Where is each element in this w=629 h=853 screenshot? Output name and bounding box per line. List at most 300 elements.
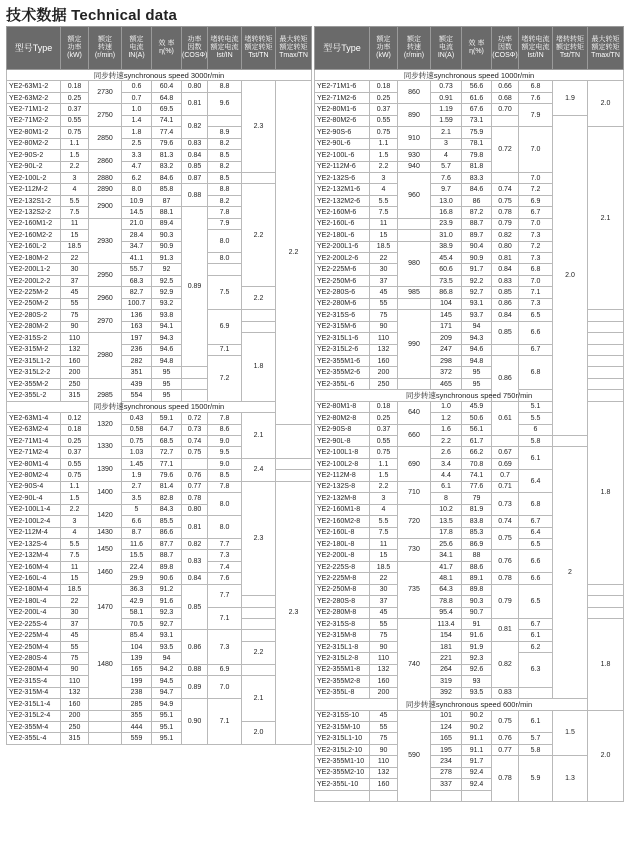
cell-max-torque-ratio — [588, 321, 624, 332]
cell-model: YE2-112M-2 — [7, 184, 61, 195]
cell-current: 3.4 — [431, 458, 462, 469]
table-row — [315, 756, 624, 767]
cell-power: 15 — [61, 230, 89, 241]
header-line: 效 率 — [468, 40, 485, 47]
cell-power: 0.55 — [61, 115, 89, 126]
table-row — [7, 664, 312, 675]
cell-model: YE2-100L1-8 — [315, 447, 370, 458]
cell-power: 0.75 — [61, 470, 89, 481]
cell-efficiency: 94.7 — [152, 687, 182, 698]
header-line: (COSΦ) — [492, 52, 518, 59]
cell-power-factor: 0.85 — [182, 584, 208, 630]
cell-speed: 940 — [398, 161, 431, 172]
cell-locked-current-ratio: 7.6 — [208, 573, 242, 584]
cell-efficiency: 93.2 — [152, 298, 182, 309]
cell-locked-current-ratio: 7.3 — [208, 550, 242, 561]
cell-power: 2.2 — [61, 504, 89, 515]
cell-current — [431, 790, 462, 801]
cell-model: YE2-160L-2 — [7, 241, 61, 252]
cell-power: 0.25 — [370, 92, 398, 103]
table-row — [7, 413, 312, 424]
cell-efficiency: 59.1 — [152, 413, 182, 424]
cell-speed — [398, 298, 431, 309]
cell-model: YE2-180M-2 — [7, 253, 61, 264]
cell-model: YE2-355M2-10 — [315, 767, 370, 778]
cell-max-torque-ratio — [588, 310, 624, 321]
cell-model: YE2-280S-8 — [315, 596, 370, 607]
cell-efficiency: 92.6 — [462, 664, 492, 675]
cell-model: YE2-200L-4 — [7, 607, 61, 618]
cell-efficiency: 90.9 — [152, 241, 182, 252]
cell-locked-current-ratio: 7.1 — [208, 699, 242, 745]
cell-locked-current-ratio: 6.3 — [519, 653, 553, 687]
cell-locked-current-ratio: 5.9 — [519, 756, 553, 802]
header-line: (kW) — [67, 52, 82, 59]
cell-power: 11 — [370, 538, 398, 549]
cell-efficiency: 88 — [462, 550, 492, 561]
cell-speed: 1450 — [89, 538, 122, 561]
cell-current: 124 — [431, 721, 462, 732]
header-line: 效 率 — [158, 40, 175, 47]
cell-power: 0.75 — [370, 447, 398, 458]
cell-efficiency: 74.1 — [462, 470, 492, 481]
cell-efficiency: 83.3 — [462, 172, 492, 183]
cell-locked-torque-ratio — [242, 619, 276, 630]
cell-efficiency: 88.7 — [462, 218, 492, 229]
cell-efficiency: 95 — [462, 378, 492, 389]
header-line: 额定 — [376, 36, 391, 43]
cell-model: YE2-180L-4 — [7, 596, 61, 607]
cell-model: YE2-112M-8 — [315, 470, 370, 481]
cell-speed: 1430 — [89, 527, 122, 538]
cell-current: 444 — [122, 721, 152, 732]
cell-current: 234 — [431, 756, 462, 767]
cell-speed: 860 — [398, 81, 431, 104]
cell-model: YE2-71M1-6 — [315, 81, 370, 92]
cell-power: 0.25 — [370, 413, 398, 424]
cell-efficiency: 89.8 — [152, 561, 182, 572]
cell-current: 145 — [431, 310, 462, 321]
table-header-row — [315, 27, 624, 70]
technical-data-table-right — [314, 26, 624, 802]
cell-model: YE2-315S-10 — [315, 710, 370, 721]
cell-locked-torque-ratio: 1.9 — [553, 81, 588, 115]
header-line: 电流 — [439, 44, 453, 51]
cell-model: YE2-200L-8 — [315, 550, 370, 561]
cell-power: 22 — [370, 573, 398, 584]
cell-efficiency: 91.9 — [462, 641, 492, 652]
cell-locked-current-ratio: 6 — [519, 424, 553, 435]
cell-model: YE2-90L-4 — [7, 493, 61, 504]
header-efficiency — [152, 27, 182, 70]
cell-speed — [398, 378, 431, 389]
cell-efficiency: 91.2 — [152, 584, 182, 595]
cell-speed: 710 — [398, 481, 431, 504]
cell-power-factor: 0.79 — [492, 218, 519, 229]
cell-speed: 2970 — [89, 310, 122, 333]
cell-speed: 960 — [398, 172, 431, 218]
cell-speed: 2960 — [89, 287, 122, 310]
page-title: 技术数据 Technical data — [6, 7, 178, 24]
cell-power: 5.5 — [370, 195, 398, 206]
header-locked-current-ratio — [519, 27, 553, 70]
cell-model: YE2-355L-10 — [315, 779, 370, 790]
cell-power-factor: 0.78 — [492, 756, 519, 802]
cell-current: 4.4 — [431, 470, 462, 481]
cell-current: 337 — [431, 779, 462, 790]
cell-model: YE2-90L-2 — [7, 161, 61, 172]
cell-power: 0.55 — [61, 458, 89, 469]
cell-model: YE2-225M-4 — [7, 630, 61, 641]
cell-model: YE2-160M2-8 — [315, 516, 370, 527]
header-line: η(%) — [469, 48, 484, 55]
cell-power: 55 — [61, 641, 89, 652]
cell-efficiency: 89.8 — [462, 584, 492, 595]
cell-current: 16.8 — [431, 207, 462, 218]
cell-current: 1.03 — [122, 447, 152, 458]
cell-locked-current-ratio: 7.5 — [208, 275, 242, 309]
cell-current: 6.6 — [122, 516, 152, 527]
cell-power: 22 — [61, 253, 89, 264]
table-row — [7, 607, 312, 618]
cell-power: 55 — [370, 721, 398, 732]
cell-model: YE2-225S-8 — [315, 561, 370, 572]
cell-power: 0.18 — [61, 424, 89, 435]
cell-speed: 640 — [398, 401, 431, 424]
cell-locked-current-ratio: 7.3 — [519, 253, 553, 264]
section-heading-row — [315, 70, 624, 81]
cell-model: YE2-132S1-2 — [7, 195, 61, 206]
header-power — [370, 27, 398, 70]
cell-model: YE2-315S-8 — [315, 619, 370, 630]
cell-power: 11 — [370, 218, 398, 229]
cell-locked-current-ratio: 6.8 — [519, 355, 553, 389]
cell-power: 0.37 — [370, 104, 398, 115]
cell-model: YE2-132M-4 — [7, 550, 61, 561]
cell-efficiency: 79.8 — [462, 150, 492, 161]
cell-power-factor: 0.89 — [182, 207, 208, 367]
cell-current: 21.0 — [122, 218, 152, 229]
table-row — [7, 641, 312, 652]
cell-power: 200 — [61, 367, 89, 378]
cell-locked-torque-ratio — [242, 664, 276, 675]
cell-power-factor: 0.72 — [182, 413, 208, 424]
cell-current: 5 — [122, 504, 152, 515]
cell-efficiency: 86.6 — [152, 527, 182, 538]
header-max-torque-ratio — [276, 27, 312, 70]
cell-current: 41.7 — [431, 561, 462, 572]
cell-locked-current-ratio: 6.5 — [519, 538, 553, 549]
cell-power: 15 — [370, 550, 398, 561]
cell-power: 1.1 — [370, 458, 398, 469]
cell-power-factor: 0.61 — [492, 401, 519, 435]
cell-model: YE2-315L2-6 — [315, 344, 370, 355]
cell-efficiency: 86 — [462, 195, 492, 206]
cell-current: 282 — [122, 355, 152, 366]
cell-locked-current-ratio: 7.3 — [208, 630, 242, 664]
cell-current: 1.45 — [122, 458, 152, 469]
cell-speed: 890 — [398, 104, 431, 127]
cell-efficiency: 91.7 — [462, 756, 492, 767]
cell-efficiency: 89.1 — [462, 573, 492, 584]
cell-current: 554 — [122, 390, 152, 401]
cell-power: 110 — [61, 676, 89, 687]
cell-power: 18.5 — [61, 241, 89, 252]
cell-locked-current-ratio — [519, 687, 553, 698]
cell-speed: 2880 — [89, 172, 122, 183]
cell-power: 110 — [370, 653, 398, 664]
cell-power-factor: 0.90 — [182, 699, 208, 745]
cell-power: 2.2 — [370, 161, 398, 172]
cell-current: 11.6 — [122, 538, 152, 549]
cell-power: 3 — [370, 172, 398, 183]
cell-efficiency: 90.9 — [462, 253, 492, 264]
cell-power: 5.5 — [370, 516, 398, 527]
cell-current: 41.1 — [122, 253, 152, 264]
cell-power: 45 — [61, 287, 89, 298]
header-line: 堵转电流 — [521, 36, 550, 43]
cell-power: 0.12 — [61, 413, 89, 424]
cell-power: 45 — [61, 630, 89, 641]
table-row — [7, 481, 312, 492]
table-row — [7, 458, 312, 469]
cell-model: YE2-315L1-4 — [7, 699, 61, 710]
cell-power-factor — [492, 172, 519, 183]
cell-model: YE2-355M2-6 — [315, 367, 370, 378]
header-line: Tst/TN — [559, 52, 581, 59]
cell-speed: 1470 — [89, 584, 122, 630]
cell-current: 73.5 — [431, 275, 462, 286]
cell-efficiency: 95.1 — [152, 721, 182, 732]
cell-current: 1.2 — [431, 413, 462, 424]
cell-current: 139 — [122, 653, 152, 664]
cell-current: 197 — [122, 333, 152, 344]
cell-power: 30 — [370, 264, 398, 275]
header-line: 额定 — [67, 36, 82, 43]
cell-power: 18.5 — [61, 584, 89, 595]
cell-efficiency: 75.9 — [462, 127, 492, 138]
cell-efficiency: 56.6 — [462, 81, 492, 92]
cell-current: 439 — [122, 378, 152, 389]
cell-power: 7.5 — [61, 550, 89, 561]
header-locked-torque-ratio — [553, 27, 588, 70]
header-line: 功率 — [498, 36, 512, 43]
header-line: 额定 — [439, 36, 453, 43]
cell-current: 28.4 — [122, 230, 152, 241]
cell-current: 181 — [431, 641, 462, 652]
cell-model: YE2-315M-4 — [7, 687, 61, 698]
cell-current: 5.7 — [431, 161, 462, 172]
cell-power: 1.5 — [61, 493, 89, 504]
cell-efficiency: 94 — [152, 653, 182, 664]
cell-efficiency: 92.3 — [462, 653, 492, 664]
table-row — [7, 81, 312, 92]
cell-current: 1.9 — [122, 470, 152, 481]
cell-speed: 2860 — [89, 150, 122, 173]
cell-efficiency: 92.7 — [462, 287, 492, 298]
cell-efficiency: 91.3 — [152, 253, 182, 264]
cell-model: YE2-280M-6 — [315, 298, 370, 309]
cell-power: 4 — [370, 504, 398, 515]
cell-locked-current-ratio: 8.0 — [208, 253, 242, 264]
cell-power: 0.37 — [61, 104, 89, 115]
cell-current: 0.6 — [122, 81, 152, 92]
cell-locked-current-ratio: 7.7 — [208, 584, 242, 607]
cell-power-factor: 0.86 — [492, 298, 519, 309]
cell-locked-current-ratio: 7.0 — [519, 127, 553, 173]
cell-locked-torque-ratio: 1.3 — [553, 756, 588, 802]
cell-power: 30 — [370, 584, 398, 595]
cell-current: 247 — [431, 344, 462, 355]
cell-power — [370, 790, 398, 801]
cell-current: 165 — [122, 664, 152, 675]
cell-power: 3 — [61, 516, 89, 527]
cell-speed: 720 — [398, 504, 431, 538]
cell-model: YE2-250M-4 — [7, 641, 61, 652]
cell-locked-torque-ratio: 2.2 — [242, 287, 276, 310]
cell-power: 7.5 — [370, 207, 398, 218]
cell-efficiency: 85.8 — [152, 184, 182, 195]
cell-speed — [398, 230, 431, 241]
cell-locked-current-ratio: 6.7 — [519, 344, 553, 355]
cell-locked-current-ratio: 6.6 — [519, 321, 553, 344]
cell-max-torque-ratio — [588, 367, 624, 378]
cell-current: 199 — [122, 676, 152, 687]
cell-locked-current-ratio: 6.9 — [208, 664, 242, 675]
cell-locked-torque-ratio: 1.8 — [242, 333, 276, 402]
cell-current: 465 — [431, 378, 462, 389]
cell-current: 264 — [431, 664, 462, 675]
cell-locked-torque-ratio: 2.2 — [242, 184, 276, 287]
cell-power-factor: 0.89 — [182, 676, 208, 699]
cell-power-factor: 0.76 — [492, 733, 519, 744]
cell-power: 5.5 — [61, 538, 89, 549]
cell-power: 0.25 — [61, 436, 89, 447]
cell-current: 6.1 — [431, 481, 462, 492]
cell-efficiency: 77.6 — [462, 481, 492, 492]
header-line: 额定转矩 — [556, 44, 584, 51]
cell-model: YE2-160L-4 — [7, 573, 61, 584]
cell-current: 3.3 — [122, 150, 152, 161]
cell-current: 0.73 — [431, 81, 462, 92]
cell-speed: 2750 — [89, 104, 122, 127]
header-max-torque-ratio — [588, 27, 624, 70]
cell-efficiency: 92.4 — [462, 767, 492, 778]
cell-efficiency: 77.4 — [152, 127, 182, 138]
cell-power: 11 — [61, 561, 89, 572]
cell-power: 0.18 — [61, 81, 89, 92]
cell-power-factor: 0.81 — [492, 619, 519, 642]
cell-model: YE2-280S-2 — [7, 310, 61, 321]
cell-model: YE2-132S-8 — [315, 481, 370, 492]
cell-current: 1.19 — [431, 104, 462, 115]
cell-speed: 740 — [398, 619, 431, 711]
cell-model: YE2-80M2-4 — [7, 470, 61, 481]
cell-locked-current-ratio: 6.4 — [519, 527, 553, 538]
cell-efficiency: 69.5 — [152, 104, 182, 115]
cell-power-factor: 0.7 — [492, 470, 519, 481]
cell-model: YE2-90L-6 — [315, 138, 370, 149]
cell-power-factor — [182, 378, 208, 389]
cell-power: 0.18 — [370, 81, 398, 92]
cell-power-factor: 0.74 — [182, 436, 208, 447]
cell-locked-torque-ratio: 2.3 — [242, 81, 276, 173]
cell-current: 70.5 — [122, 619, 152, 630]
cell-efficiency: 87.2 — [462, 207, 492, 218]
cell-current: 392 — [431, 687, 462, 698]
cell-power-factor: 0.76 — [492, 550, 519, 573]
cell-efficiency: 79 — [462, 493, 492, 504]
cell-efficiency: 64.8 — [152, 92, 182, 103]
cell-model: YE2-355M-2 — [7, 378, 61, 389]
cell-model: YE2-160M1-2 — [7, 218, 61, 229]
header-locked-current-ratio — [208, 27, 242, 70]
cell-model: YE2-315L2-8 — [315, 653, 370, 664]
cell-efficiency: 90.2 — [462, 721, 492, 732]
cell-current: 0.58 — [122, 424, 152, 435]
cell-efficiency: 94.6 — [462, 344, 492, 355]
cell-power: 7.5 — [61, 207, 89, 218]
cell-model: YE2-355M2-8 — [315, 676, 370, 687]
cell-model: YE2-132M-8 — [315, 493, 370, 504]
cell-power: 3 — [370, 493, 398, 504]
cell-model: YE2-315S-6 — [315, 310, 370, 321]
cell-locked-current-ratio: 7.0 — [519, 218, 553, 229]
cell-locked-current-ratio: 7.2 — [519, 184, 553, 195]
cell-locked-torque-ratio — [242, 596, 276, 607]
cell-model: YE2-225S-4 — [7, 619, 61, 630]
cell-power-factor: 0.74 — [492, 516, 519, 527]
cell-current: 104 — [122, 641, 152, 652]
cell-efficiency: 91.1 — [462, 733, 492, 744]
cell-efficiency: 95.1 — [152, 710, 182, 721]
cell-current: 4 — [431, 150, 462, 161]
table-row — [7, 596, 312, 607]
header-model: 型号Type — [7, 27, 61, 70]
cell-efficiency: 64.7 — [152, 424, 182, 435]
cell-power-factor: 0.79 — [492, 584, 519, 618]
cell-current: 68.3 — [122, 275, 152, 286]
cell-power: 0.55 — [370, 436, 398, 447]
cell-power: 30 — [61, 607, 89, 618]
cell-locked-current-ratio: 7.9 — [519, 104, 553, 127]
cell-power: 2.2 — [61, 161, 89, 172]
cell-current: 45.4 — [431, 253, 462, 264]
cell-power: 37 — [61, 619, 89, 630]
cell-efficiency: 87.7 — [152, 538, 182, 549]
cell-locked-current-ratio: 8.5 — [208, 470, 242, 481]
cell-efficiency: 95 — [152, 378, 182, 389]
cell-model — [315, 790, 370, 801]
cell-speed: 730 — [398, 538, 431, 561]
cell-model: YE2-160M-4 — [7, 561, 61, 572]
cell-power: 250 — [370, 378, 398, 389]
cell-power-factor: 0.88 — [182, 184, 208, 207]
cell-power: 132 — [61, 687, 89, 698]
cell-model: YE2-112M-6 — [315, 161, 370, 172]
cell-power: 0.18 — [370, 401, 398, 412]
cell-speed: 2900 — [89, 195, 122, 218]
cell-power: 15 — [61, 573, 89, 584]
cell-locked-current-ratio: 8.2 — [208, 195, 242, 206]
cell-current: 0.75 — [122, 436, 152, 447]
cell-model: YE2-90S-8 — [315, 424, 370, 435]
cell-current: 2.5 — [122, 138, 152, 149]
cell-model: YE2-225M-2 — [7, 287, 61, 298]
header-line: IN(A) — [128, 52, 145, 59]
cell-locked-current-ratio: 5.7 — [519, 733, 553, 744]
cell-efficiency: 85.3 — [462, 527, 492, 538]
